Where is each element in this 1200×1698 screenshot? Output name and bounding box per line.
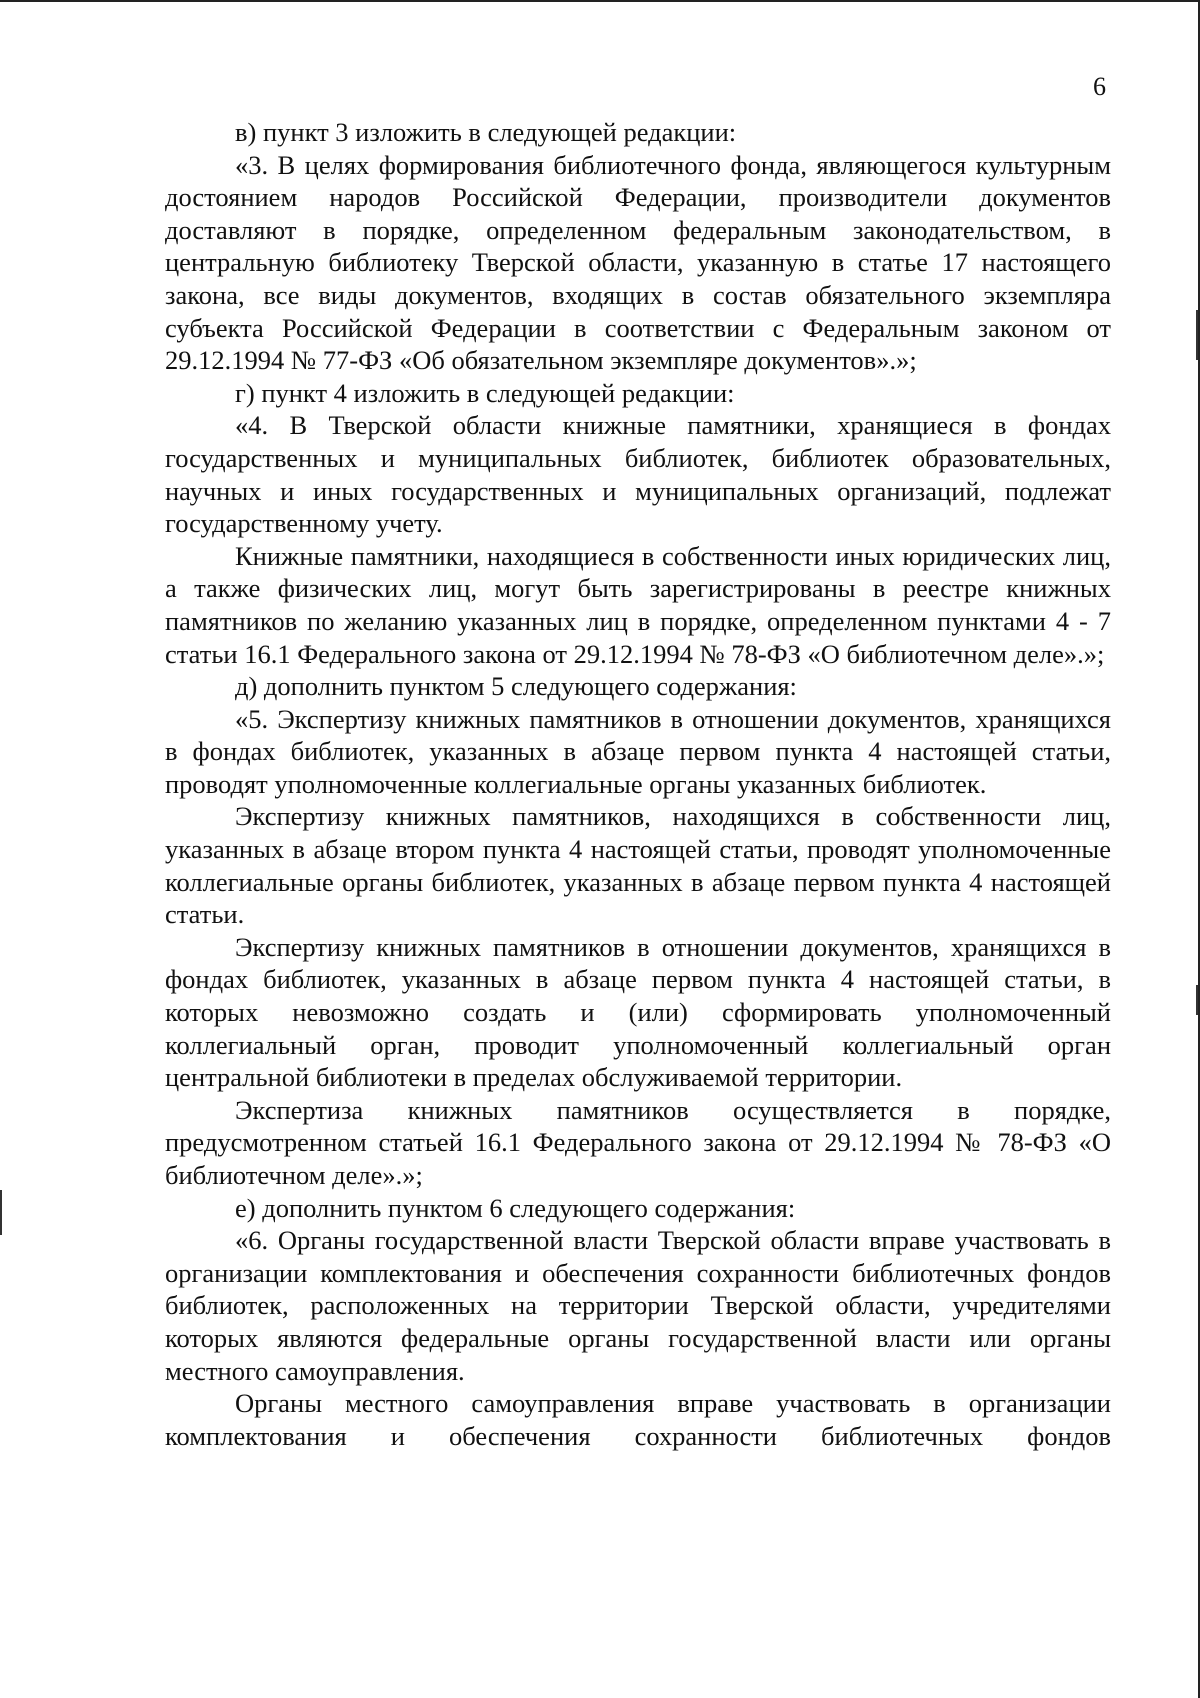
scan-artifact-mark <box>0 1190 2 1235</box>
scan-artifact-mark <box>1196 985 1198 1015</box>
scan-top-edge <box>0 0 1200 2</box>
paragraph: Книжные памятники, находящиеся в собственности иных юридических лиц, а также физических лиц, могут быть зарегистрированы в реестре книжных памятников по желанию указанных лиц в порядке, определенном пунктами 4 - 7 статьи 16.1 Федерального закона от 29.12.1994 № 78-ФЗ «О библиотечном деле».»; <box>165 540 1111 669</box>
paragraph: е) дополнить пунктом 6 следующего содержания: <box>235 1192 796 1223</box>
scan-artifact-mark <box>1196 310 1198 360</box>
paragraph: Экспертиза книжных памятников осуществляется в порядке, предусмотренном статьей 16.1 Федерального закона от 29.12.1994 № 78-ФЗ «О библиотечном деле».»; <box>165 1094 1111 1190</box>
paragraph: «4. В Тверской области книжные памятники, хранящиеся в фондах государственных и муниципальных библиотек, библиотек образовательных, научных и иных государственных и муниципальных организаций, подлежат государственному учету. <box>165 410 1111 539</box>
paragraph: «5. Экспертизу книжных памятников в отношении документов, хранящихся в фондах библиотек, указанных в абзаце первом пункта 4 настоящей статьи, проводят уполномоченные коллегиальные органы указанных библиотек. <box>165 703 1111 799</box>
paragraph: Органы местного самоуправления вправе участвовать в организации комплектования и обеспечения сохранности библиотечных фондов <box>165 1388 1111 1451</box>
paragraph: Экспертизу книжных памятников, находящихся в собственности лиц, указанных в абзаце втором пункта 4 настоящей статьи, проводят уполномоченные коллегиальные органы библиотек, указанных в абзаце первом пункта 4 настоящей статьи. <box>165 801 1111 930</box>
page-number: 6 <box>1093 72 1106 101</box>
paragraph: «6. Органы государственной власти Тверской области вправе участвовать в организации комплектования и обеспечения сохранности библиотечных фондов библиотек, расположенных на территории Тверской области, учредителями которых являются федеральные органы государственной власти или органы местного самоуправления. <box>165 1225 1111 1386</box>
paragraph: д) дополнить пунктом 5 следующего содержания: <box>235 671 797 702</box>
paragraph: г) пункт 4 изложить в следующей редакции: <box>235 377 735 408</box>
paragraph: Экспертизу книжных памятников в отношении документов, хранящихся в фондах библиотек, указанных в абзаце первом пункта 4 настоящей статьи, в которых невозможно создать и (или) сформировать уполномоченный коллегиальный орган, проводит уполномоченный коллегиальный орган центральной библиотеки в пределах обслуживаемой территории. <box>165 931 1111 1093</box>
paragraph: в) пункт 3 изложить в следующей редакции: <box>235 117 737 147</box>
paragraph: «3. В целях формирования библиотечного фонда, являющегося культурным достоянием народов Российской Федерации, производители документов доставляют в порядке, определенном федеральным законодательством, в центральную библиотеку Тверской области, указанную в статье 17 настоящего закона, все виды документов, входящих в состав обязательного экземпляра субъекта Российской Федерации в соответствии с Федеральным законом от 29.12.1994 № 77-ФЗ «Об обязательном экземпляре документов».»; <box>165 149 1111 376</box>
document-body <box>165 116 1111 1452</box>
